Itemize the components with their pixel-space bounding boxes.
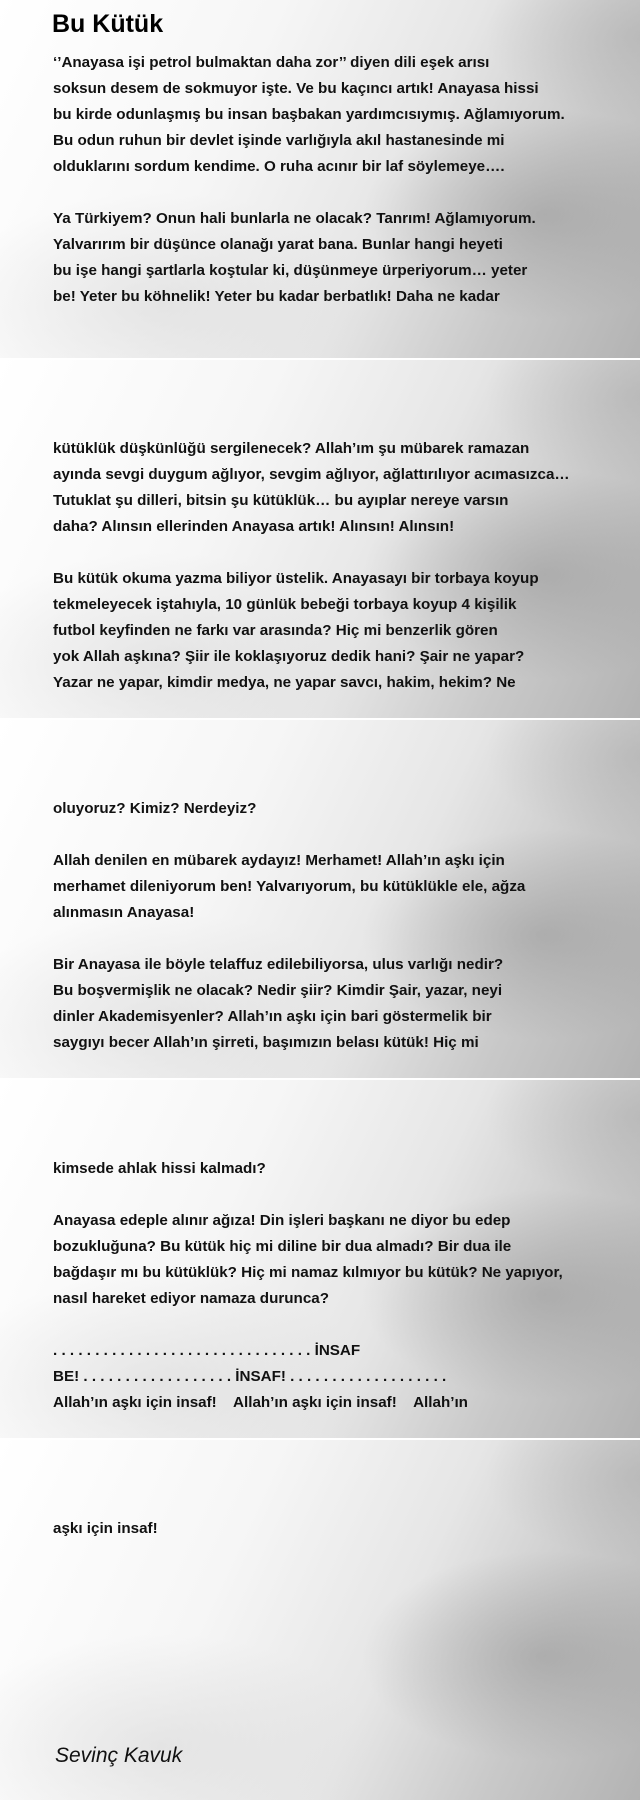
poem-line: Allah denilen en mübarek aydayız! Merhamet! Allah’ın aşkı için <box>53 852 505 869</box>
page-5 <box>0 1440 640 1800</box>
poem-line: alınmasın Anayasa! <box>53 904 195 921</box>
poem-text <box>53 1490 610 1542</box>
page-top-space <box>53 770 610 796</box>
poem-line: ayında sevgi duygum ağlıyor, sevgim ağlıyor, ağlattırılıyor acımasızca… <box>53 466 570 483</box>
poem-line: merhamet dileniyorum ben! Yalvarıyorum, bu kütüklükle ele, ağza <box>53 878 526 895</box>
poem-line: Bu boşvermişlik ne olacak? Nedir şiir? Kimdir Şair, yazar, neyi <box>53 982 503 999</box>
page-3 <box>0 720 640 1078</box>
stanza-break <box>53 540 610 566</box>
poem-line: Ya Türkiyem? Onun hali bunlarla ne olacak? Tanrım! Ağlamıyorum. <box>53 210 536 227</box>
poem-line: bu kirde odunlaşmış bu insan başbakan yardımcısıymış. Ağlamıyorum. <box>53 106 565 123</box>
page-top-space <box>53 1130 610 1156</box>
poem-line: saygıyı becer Allah’ın şirreti, başımızın belası kütük! Hiç mi <box>53 1034 479 1051</box>
page-top-space <box>53 1490 610 1516</box>
poem-line: Bu kütük okuma yazma biliyor üstelik. Anayasayı bir torbaya koyup <box>53 570 539 587</box>
poem-line: BE! . . . . . . . . . . . . . . . . . . İNSAF! . . . . . . . . . . . . . . . . . . . <box>53 1368 447 1385</box>
poem-line: Bir Anayasa ile böyle telaffuz edilebiliyorsa, ulus varlığı nedir? <box>53 956 504 973</box>
poem-line: ‘’Anayasa işi petrol bulmaktan daha zor’’ diyen dili eşek arısı <box>53 54 490 71</box>
page-4 <box>0 1080 640 1438</box>
poem-text <box>53 50 610 310</box>
poem-line: yok Allah aşkına? Şiir ile koklaşıyoruz dedik hani? Şair ne yapar? <box>53 648 525 665</box>
poem-line: dinler Akademisyenler? Allah’ın aşkı için bari göstermelik bir <box>53 1008 492 1025</box>
poem-line: be! Yeter bu köhnelik! Yeter bu kadar berbatlık! Daha ne kadar <box>53 288 500 305</box>
page-1 <box>0 0 640 358</box>
poem-line: Yazar ne yapar, kimdir medya, ne yapar savcı, hakim, hekim? Ne <box>53 674 516 691</box>
poem-text <box>53 770 610 1056</box>
poem-line: bozukluğuna? Bu kütük hiç mi diline bir dua almadı? Bir dua ile <box>53 1238 512 1255</box>
poem-title: Bu Kütük <box>52 10 164 38</box>
poem-line: bu işe hangi şartlarla koştular ki, düşünmeye ürperiyorum… yeter <box>53 262 528 279</box>
poem-text <box>53 1130 610 1416</box>
poem-text <box>53 410 610 696</box>
poem-line: Bu odun ruhun bir devlet işinde varlığıyla akıl hastanesinde mi <box>53 132 505 149</box>
poem-line: Tutuklat şu dilleri, bitsin şu kütüklük… bu ayıplar nereye varsın <box>53 492 509 509</box>
stanza-break <box>53 926 610 952</box>
poem-line: daha? Alınsın ellerinden Anayasa artık! Alınsın! Alınsın! <box>53 518 455 535</box>
poem-line: olduklarını sordum kendime. O ruha acınır bir laf söylemeye…. <box>53 158 505 175</box>
page-2 <box>0 360 640 718</box>
poem-line: nasıl hareket ediyor namaza durunca? <box>53 1290 330 1307</box>
poem-line: tekmeleyecek iştahıyla, 10 günlük bebeği torbaya koyup 4 kişilik <box>53 596 517 613</box>
poem-line: oluyoruz? Kimiz? Nerdeyiz? <box>53 800 257 817</box>
stanza-break <box>53 822 610 848</box>
author-signature: Sevinç Kavuk <box>55 1744 183 1767</box>
poem-line: kimsede ahlak hissi kalmadı? <box>53 1160 266 1177</box>
stanza-break <box>53 180 610 206</box>
stanza-break <box>53 1312 610 1338</box>
poem-line: futbol keyfinden ne farkı var arasında? Hiç mi benzerlik gören <box>53 622 498 639</box>
poem-line: Yalvarırım bir düşünce olanağı yarat bana. Bunlar hangi heyeti <box>53 236 503 253</box>
poem-line: . . . . . . . . . . . . . . . . . . . . . . . . . . . . . . . İNSAF <box>53 1342 361 1359</box>
poem-line: aşkı için insaf! <box>53 1520 158 1537</box>
stanza-break <box>53 1182 610 1208</box>
page-top-space <box>53 410 610 436</box>
poem-line: kütüklük düşkünlüğü sergilenecek? Allah’ım şu mübarek ramazan <box>53 440 530 457</box>
poem-line: bağdaşır mı bu kütüklük? Hiç mi namaz kılmıyor bu kütük? Ne yapıyor, <box>53 1264 563 1281</box>
poem-line: soksun desem de sokmuyor işte. Ve bu kaçıncı artık! Anayasa hissi <box>53 80 539 97</box>
poem-line: Allah’ın aşkı için insaf! Allah’ın aşkı için insaf! Allah’ın <box>53 1394 468 1411</box>
poem-line: Anayasa edeple alınır ağıza! Din işleri başkanı ne diyor bu edep <box>53 1212 511 1229</box>
